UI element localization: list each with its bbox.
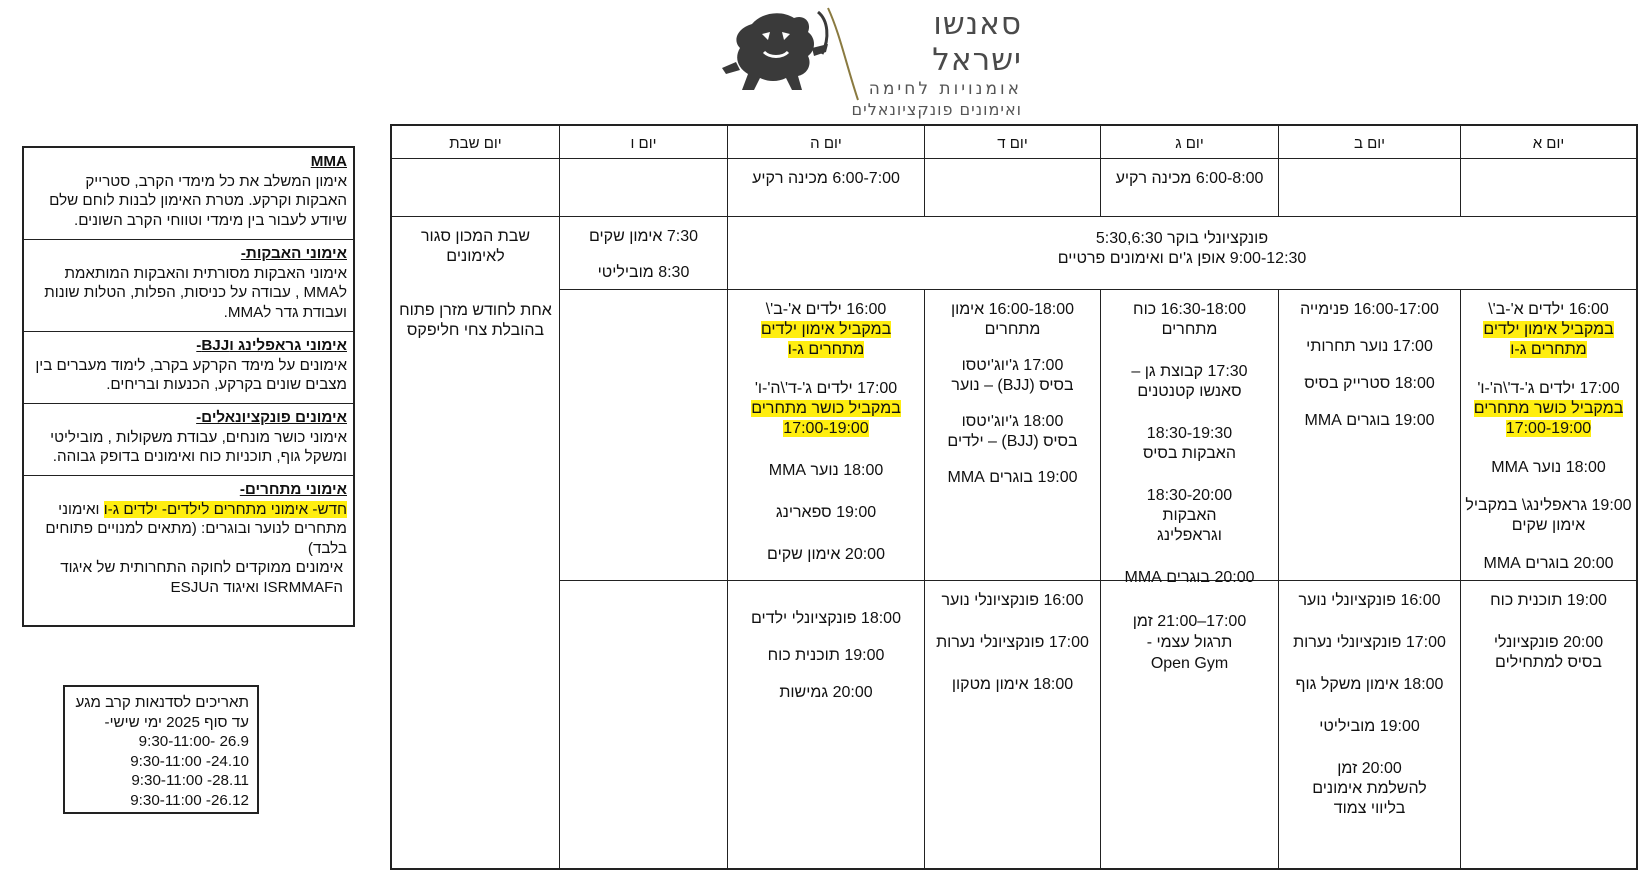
workshop-dates-box (63, 685, 259, 814)
legend-title: אימוני מתחרים- (239, 481, 347, 498)
legend-text: אימון המשלב את כל מימדי הקרב, סטרייק האבקות וקרקע. מטרת האימון לבנות לוחם שלם שיודע לעבור בין מימדי וטווחי הקרב השונים. (49, 172, 347, 229)
schedule-entry: 18:00 ג'יוג'יטסו בסיס (BJJ) – ילדים (947, 413, 1078, 450)
cell-fri-early (559, 159, 727, 216)
schedule-entry: 19:00 בוגרים MMA (1304, 412, 1435, 429)
schedule-entry: 18:00 פונקציונלי ילדים (751, 610, 901, 627)
schedule-entry: 18:00 אימון מטקון (951, 676, 1074, 693)
schedule-entry: 20:00 בוגרים MMA (1483, 555, 1614, 572)
schedule-entry: 16:00 פונקציונלי נוער (941, 592, 1084, 609)
schedule-entry: 16:00-18:00 אימון מתחרים (950, 301, 1075, 338)
schedule-entry: 7:30 אימון שקים (588, 228, 699, 245)
schedule-entry: 18:30-19:30 האבקות בסיס (1143, 425, 1236, 462)
schedule-entry: 18:30-20:00 האבקות וגראפלינג (1146, 487, 1233, 544)
schedule-entry: 16:00-17:00 פנימייה (1300, 301, 1439, 318)
schedule-entry: 20:00 גמישות (779, 684, 873, 701)
schedule-entry: 20:00 זמן להשלמת אימונים בליווי צמוד (1312, 760, 1427, 817)
header-sunday: יום א (1460, 126, 1636, 158)
legend-title: אימונים פונקציונאלים- (196, 409, 347, 426)
cell-thu-afternoon (727, 290, 924, 580)
legend-title: אימוני האבקות- (240, 245, 347, 262)
legend-functional (24, 404, 353, 476)
header-tuesday: יום ג (1100, 126, 1278, 158)
highlight-entry: במקביל אימון ילדים מתחרים ג-ו (760, 321, 892, 358)
saturday-open-mat-text: אחת לחודש מזרן פתוח בהובלת צחי חליפקס (399, 302, 552, 339)
schedule-entry: 17:00 ילדים ג'-ד'\ה'-ו' (1477, 380, 1620, 397)
schedule-entry: 17:00–21:00 זמן תרגול עצמי - Open Gym (1132, 613, 1247, 672)
date-item: 26.9 -9:30-11:00 (138, 733, 249, 750)
cell-mon-afternoon (1278, 290, 1460, 580)
legend-title: אימוני גראפלינג וBJJ- (196, 337, 347, 354)
highlight-entry: במקביל כושר מתחרים 17:00-19:00 (751, 400, 901, 437)
cell-tue-afternoon (1100, 290, 1278, 586)
legend-wrestling (24, 240, 353, 332)
schedule-entry: 18:00 נוער MMA (1491, 459, 1606, 476)
schedule-entry: 18:00 נוער MMA (768, 462, 884, 479)
legend-text (30, 500, 347, 559)
header-saturday: יום שבת (449, 135, 502, 152)
training-types-legend (22, 146, 355, 627)
schedule-entry: 20:00 אימון שקים (767, 546, 885, 563)
schedule-entry: 19:00 מוביליטי (1319, 718, 1420, 735)
cell-thu-evening (727, 581, 924, 868)
cell-fri-morning (559, 217, 727, 289)
cell-wed-early (924, 159, 1100, 216)
cell-wed-evening (924, 581, 1100, 868)
table-row-afternoon (559, 290, 1636, 586)
saturday-closed-text: שבת המכון סגור לאימונים (421, 228, 530, 265)
legend-title: MMA (310, 153, 347, 170)
schedule-entry: 20:00 בוגרים MMA (1124, 569, 1255, 586)
legend-competitors (24, 476, 353, 600)
schedule-entry: 18:00 סטרייק בסיס (1304, 375, 1435, 392)
schedule-entry: 16:00 פונקציונלי נוער (1298, 592, 1441, 609)
morning-open-gym: 9:00-12:30 אופן ג'ים ואימונים פרטיים (1057, 250, 1307, 267)
cell-saturday-info (392, 217, 559, 868)
cell-tue-early (1100, 159, 1278, 216)
schedule-entry: 16:00 ילדים א'-ב'\ (1488, 301, 1609, 318)
highlight-entry: במקביל כושר מתחרים 17:00-19:00 (1473, 400, 1624, 437)
schedule-entry: 19:00 ספארינג (775, 504, 877, 521)
dates-title: תאריכים לסדנאות קרב מגע עד סוף 2025 ימי שישי- (75, 694, 249, 731)
schedule-entry: 17:00 ילדים ג'-ד'\ה'-ו' (754, 380, 898, 397)
cell-sun-afternoon (1460, 290, 1636, 580)
legend-text: אימוני כושר מונחים, עבודת משקולות , מוביליטי ומשקל גוף, תוכניות כוח ואימונים בדופק גבוהה. (50, 428, 347, 465)
cell-fri-evening (559, 581, 727, 868)
cell-mon-early (1278, 159, 1460, 216)
cell-fri-afternoon (559, 290, 727, 580)
date-item: 24.10- 9:30-11:00 (130, 752, 249, 770)
schedule-entry: 19:00 גראפלינג\ במקביל אימון שקים (1465, 497, 1632, 534)
brand-title: סאנשו ישראל (932, 6, 1022, 78)
header-wednesday: יום ד (924, 126, 1100, 158)
schedule-entry: 16:00 ילדים א'-ב'\ (765, 301, 887, 318)
schedule-entry: 19:00 בוגרים MMA (947, 469, 1078, 486)
schedule-entry: 17:00 פונקציונלי נערות (936, 634, 1089, 651)
schedule-entry: 20:00 פונקציונלי בסיס למתחילים (1493, 634, 1604, 671)
schedule-entry: 19:00 תוכנית כוח (1490, 592, 1607, 609)
legend-bjj (24, 332, 353, 404)
schedule-entry: 17:00 ג'יוג'יטסו בסיס (BJJ) – נוער (951, 357, 1074, 394)
table-header-row (392, 126, 1636, 159)
cell-morning-merged (727, 217, 1636, 289)
cell-sat-merged (392, 159, 559, 217)
tiger-warrior-logo-icon (712, 4, 862, 104)
date-item: 26.12- 9:30-11:00 (130, 791, 249, 809)
table-row-early (392, 159, 1636, 217)
cell-sun-early (1460, 159, 1636, 216)
schedule-entry: 17:00 נוער תחרותי (1306, 338, 1433, 355)
schedule-entry: 17:30 קבוצת גן – סאנשו קטנטנים (1131, 363, 1248, 400)
weekly-schedule-table (390, 124, 1638, 870)
table-row-evening (559, 581, 1636, 868)
date-item: 28.11- 9:30-11:00 (131, 772, 249, 789)
legend-text: אימוני האבקות מסורתית והאבקות המותאמת לMMA , עבודה על כניסות, הפלות, הטלות שונות ועבודת גדר לMMA. (44, 264, 347, 321)
cell-mon-evening (1278, 581, 1460, 868)
legend-text: אימונים על מימד הקרקע בקרב, לימוד מעברים בין מצבים שונים בקרקע, הכנעות ובריחים. (35, 356, 347, 393)
table-row-morning (559, 217, 1636, 290)
schedule-entry: 18:00 אימון משקל גוף (1295, 676, 1444, 693)
schedule-entry: 19:00 תוכנית כוח (767, 647, 885, 664)
schedule-entry: 6:00-7:00 מכינה רקיע (752, 170, 900, 187)
schedule-entry: 16:30-18:00 כוח מתחרים (1133, 301, 1246, 338)
legend-mma (24, 148, 353, 240)
cell-thu-early (727, 159, 924, 216)
cell-wed-afternoon (924, 290, 1100, 580)
highlight-entry: במקביל אימון ילדים מתחרים ג-ו (1483, 321, 1614, 358)
header-thursday: יום ה (727, 126, 924, 158)
logo (752, 4, 1082, 119)
highlight-new-kids-competitors: חדש- אימוני מתחרים לילדים- ילדים ג-ו (103, 500, 347, 518)
morning-functional: פונקציונלי בוקר 5:30,6:30 (1095, 230, 1269, 247)
header-monday: יום ב (1278, 126, 1460, 158)
legend-text-part: ואימוני מתחרים לנוער ובוגרים: (מתאים למנויים פתוחים בלבד) (45, 500, 347, 557)
header-friday: יום ו (559, 126, 727, 158)
schedule-entry: 17:00 פונקציונלי נערות (1293, 634, 1446, 651)
legend-text: אימונים ממוקדים לחוקה התחרותית של איגוד הISRMMAF ואיגוד הESJU (60, 559, 343, 596)
cell-sun-evening (1460, 581, 1636, 868)
brand-subtitle-2: ואימונים פונקציונאלים (851, 100, 1022, 119)
schedule-entry: 6:00-8:00 מכינה רקיע (1115, 170, 1264, 187)
schedule-entry: 8:30 מוביליטי (597, 264, 690, 281)
cell-tue-evening (1100, 581, 1278, 868)
brand-subtitle-1: אומנויות לחימה (868, 79, 1022, 99)
